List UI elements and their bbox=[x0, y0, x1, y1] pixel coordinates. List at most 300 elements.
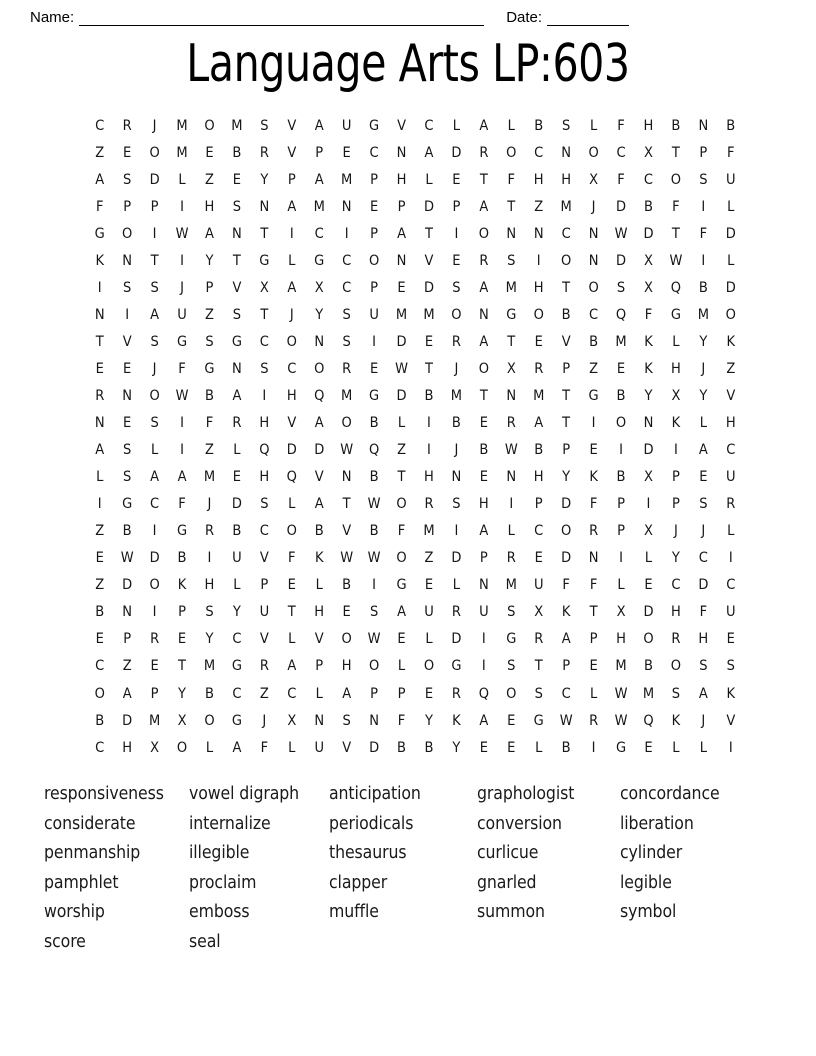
grid-letter[interactable]: D bbox=[451, 144, 462, 161]
grid-letter[interactable]: X bbox=[644, 252, 653, 269]
grid-letter[interactable]: C bbox=[616, 144, 626, 161]
grid-letter[interactable]: X bbox=[314, 279, 324, 296]
grid-letter[interactable]: G bbox=[94, 225, 105, 242]
grid-letter[interactable]: O bbox=[670, 171, 682, 188]
grid-letter[interactable]: B bbox=[561, 739, 571, 756]
grid-letter[interactable]: U bbox=[259, 604, 270, 621]
grid-letter[interactable]: D bbox=[149, 550, 160, 567]
word-list-item[interactable]: concordance bbox=[620, 784, 720, 804]
grid-letter[interactable]: A bbox=[314, 171, 324, 188]
grid-letter[interactable]: S bbox=[260, 360, 269, 377]
grid-letter[interactable]: W bbox=[614, 225, 628, 242]
grid-letter[interactable]: H bbox=[341, 658, 352, 675]
grid-letter[interactable]: E bbox=[369, 360, 379, 377]
grid-letter[interactable]: J bbox=[152, 117, 157, 134]
grid-letter[interactable]: Z bbox=[589, 360, 599, 377]
grid-letter[interactable]: P bbox=[150, 685, 159, 702]
grid-letter[interactable]: B bbox=[95, 712, 105, 729]
grid-letter[interactable]: Y bbox=[699, 387, 708, 404]
grid-letter[interactable]: D bbox=[725, 225, 736, 242]
grid-letter[interactable]: V bbox=[287, 117, 297, 134]
grid-letter[interactable]: I bbox=[427, 442, 431, 459]
grid-letter[interactable]: E bbox=[342, 604, 351, 621]
grid-letter[interactable]: A bbox=[698, 685, 708, 702]
grid-letter[interactable]: O bbox=[396, 496, 407, 513]
grid-letter[interactable]: A bbox=[424, 144, 434, 161]
grid-letter[interactable]: L bbox=[288, 496, 296, 513]
grid-letter[interactable]: H bbox=[286, 387, 297, 404]
grid-letter[interactable]: N bbox=[396, 252, 407, 269]
grid-letter[interactable]: E bbox=[699, 469, 708, 486]
grid-letter[interactable]: L bbox=[727, 198, 735, 215]
grid-letter[interactable]: T bbox=[562, 387, 571, 404]
grid-letter[interactable]: J bbox=[180, 279, 184, 296]
grid-letter[interactable]: O bbox=[341, 415, 352, 432]
grid-letter[interactable]: R bbox=[259, 658, 269, 675]
grid-letter[interactable]: L bbox=[617, 577, 625, 594]
grid-letter[interactable]: R bbox=[204, 523, 214, 540]
grid-letter[interactable]: W bbox=[614, 712, 628, 729]
grid-letter[interactable]: L bbox=[233, 442, 241, 459]
grid-letter[interactable]: S bbox=[123, 171, 132, 188]
grid-letter[interactable]: N bbox=[506, 225, 517, 242]
grid-letter[interactable]: Q bbox=[314, 387, 325, 404]
grid-letter[interactable]: G bbox=[670, 306, 681, 323]
grid-letter[interactable]: X bbox=[644, 523, 653, 540]
grid-letter[interactable]: Q bbox=[286, 469, 297, 486]
grid-letter[interactable]: K bbox=[314, 550, 324, 567]
grid-letter[interactable]: C bbox=[698, 550, 708, 567]
grid-letter[interactable]: I bbox=[180, 415, 184, 432]
grid-letter[interactable]: V bbox=[314, 631, 324, 648]
grid-letter[interactable]: J bbox=[152, 360, 157, 377]
grid-letter[interactable]: K bbox=[561, 604, 571, 621]
grid-letter[interactable]: A bbox=[534, 415, 544, 432]
grid-letter[interactable]: G bbox=[506, 631, 517, 648]
word-search-grid[interactable] bbox=[86, 112, 734, 761]
grid-letter[interactable]: W bbox=[559, 712, 573, 729]
grid-letter[interactable]: I bbox=[125, 306, 130, 323]
grid-letter[interactable]: V bbox=[232, 279, 242, 296]
grid-letter[interactable]: M bbox=[176, 144, 188, 161]
grid-letter[interactable]: I bbox=[619, 550, 623, 567]
grid-letter[interactable]: V bbox=[342, 523, 352, 540]
grid-letter[interactable]: V bbox=[287, 144, 297, 161]
grid-letter[interactable]: B bbox=[314, 523, 324, 540]
grid-letter[interactable]: S bbox=[699, 171, 708, 188]
grid-letter[interactable]: L bbox=[205, 739, 214, 756]
grid-letter[interactable]: X bbox=[259, 279, 269, 296]
grid-letter[interactable]: C bbox=[150, 496, 160, 513]
grid-letter[interactable]: F bbox=[260, 739, 269, 756]
grid-letter[interactable]: C bbox=[726, 577, 736, 594]
grid-letter[interactable]: B bbox=[698, 279, 708, 296]
grid-letter[interactable]: S bbox=[726, 658, 735, 675]
grid-letter[interactable]: C bbox=[534, 523, 544, 540]
grid-letter[interactable]: K bbox=[671, 415, 681, 432]
grid-letter[interactable]: O bbox=[451, 306, 462, 323]
grid-letter[interactable]: R bbox=[259, 144, 269, 161]
grid-letter[interactable]: R bbox=[451, 685, 461, 702]
grid-letter[interactable]: P bbox=[397, 685, 406, 702]
grid-letter[interactable]: C bbox=[561, 225, 571, 242]
grid-letter[interactable]: O bbox=[396, 550, 407, 567]
grid-letter[interactable]: I bbox=[262, 387, 267, 404]
grid-letter[interactable]: A bbox=[561, 631, 571, 648]
grid-letter[interactable]: M bbox=[176, 117, 188, 134]
grid-letter[interactable]: Y bbox=[260, 171, 269, 188]
grid-letter[interactable]: N bbox=[478, 577, 489, 594]
grid-letter[interactable]: H bbox=[561, 171, 572, 188]
grid-letter[interactable]: L bbox=[507, 523, 515, 540]
grid-letter[interactable]: A bbox=[314, 496, 324, 513]
grid-letter[interactable]: R bbox=[451, 333, 461, 350]
grid-letter[interactable]: S bbox=[232, 306, 242, 323]
grid-letter[interactable]: L bbox=[452, 577, 461, 594]
grid-letter[interactable]: N bbox=[533, 225, 544, 242]
grid-letter[interactable]: L bbox=[425, 171, 433, 188]
grid-letter[interactable]: F bbox=[672, 198, 680, 215]
grid-letter[interactable]: T bbox=[507, 198, 516, 215]
grid-letter[interactable]: N bbox=[122, 604, 133, 621]
grid-letter[interactable]: O bbox=[561, 252, 572, 269]
grid-letter[interactable]: T bbox=[342, 496, 351, 513]
grid-letter[interactable]: B bbox=[643, 198, 653, 215]
grid-letter[interactable]: P bbox=[370, 279, 379, 296]
grid-letter[interactable]: Y bbox=[315, 306, 324, 323]
grid-letter[interactable]: H bbox=[670, 360, 681, 377]
grid-letter[interactable]: O bbox=[341, 631, 352, 648]
grid-letter[interactable]: D bbox=[451, 631, 462, 648]
grid-letter[interactable]: G bbox=[176, 333, 188, 350]
grid-letter[interactable]: I bbox=[207, 550, 212, 567]
grid-letter[interactable]: O bbox=[204, 117, 215, 134]
grid-letter[interactable]: G bbox=[615, 739, 627, 756]
grid-letter[interactable]: G bbox=[231, 658, 242, 675]
grid-letter[interactable]: Y bbox=[562, 469, 571, 486]
word-list-item[interactable]: proclaim bbox=[189, 872, 257, 893]
grid-letter[interactable]: E bbox=[507, 739, 516, 756]
grid-letter[interactable]: L bbox=[288, 739, 296, 756]
grid-letter[interactable]: I bbox=[372, 333, 377, 350]
grid-letter[interactable]: M bbox=[505, 279, 517, 296]
grid-letter[interactable]: N bbox=[698, 117, 709, 134]
grid-letter[interactable]: K bbox=[452, 712, 461, 729]
grid-letter[interactable]: I bbox=[454, 225, 459, 242]
grid-letter[interactable]: G bbox=[231, 333, 242, 350]
grid-letter[interactable]: F bbox=[589, 577, 598, 594]
grid-letter[interactable]: G bbox=[451, 658, 462, 675]
grid-letter[interactable]: C bbox=[643, 171, 654, 188]
grid-letter[interactable]: A bbox=[698, 442, 708, 459]
grid-letter[interactable]: Q bbox=[259, 442, 270, 459]
grid-letter[interactable]: O bbox=[725, 306, 736, 323]
grid-letter[interactable]: D bbox=[396, 387, 407, 404]
grid-letter[interactable]: A bbox=[397, 604, 406, 621]
grid-letter[interactable]: T bbox=[424, 225, 433, 242]
grid-letter[interactable]: S bbox=[123, 469, 132, 486]
grid-letter[interactable]: P bbox=[315, 144, 324, 161]
grid-letter[interactable]: H bbox=[533, 171, 544, 188]
grid-letter[interactable]: C bbox=[314, 225, 324, 242]
grid-letter[interactable]: T bbox=[287, 604, 296, 621]
grid-letter[interactable]: H bbox=[259, 415, 270, 432]
grid-letter[interactable]: S bbox=[150, 279, 159, 296]
grid-letter[interactable]: C bbox=[95, 739, 105, 756]
grid-letter[interactable]: A bbox=[177, 469, 187, 486]
grid-letter[interactable]: N bbox=[396, 144, 407, 161]
word-list-item[interactable]: periodicals bbox=[329, 813, 414, 834]
grid-letter[interactable]: B bbox=[451, 415, 461, 432]
grid-letter[interactable]: Z bbox=[424, 550, 434, 567]
grid-letter[interactable]: V bbox=[726, 712, 736, 729]
grid-letter[interactable]: P bbox=[397, 198, 406, 215]
grid-letter[interactable]: I bbox=[289, 225, 294, 242]
grid-letter[interactable]: I bbox=[509, 496, 514, 513]
grid-letter[interactable]: I bbox=[97, 496, 102, 513]
grid-letter[interactable]: T bbox=[232, 252, 241, 269]
grid-letter[interactable]: N bbox=[588, 252, 599, 269]
grid-letter[interactable]: J bbox=[454, 360, 459, 377]
grid-letter[interactable]: B bbox=[643, 658, 653, 675]
grid-letter[interactable]: T bbox=[479, 171, 488, 188]
grid-letter[interactable]: B bbox=[616, 387, 626, 404]
grid-letter[interactable]: C bbox=[726, 442, 736, 459]
grid-letter[interactable]: S bbox=[507, 604, 516, 621]
grid-letter[interactable]: L bbox=[288, 252, 296, 269]
grid-letter[interactable]: C bbox=[287, 360, 297, 377]
word-list-item[interactable]: thesaurus bbox=[329, 843, 407, 864]
grid-letter[interactable]: K bbox=[644, 333, 653, 350]
grid-letter[interactable]: C bbox=[232, 631, 242, 648]
grid-letter[interactable]: E bbox=[397, 279, 406, 296]
grid-letter[interactable]: K bbox=[644, 360, 653, 377]
grid-letter[interactable]: C bbox=[342, 252, 352, 269]
grid-letter[interactable]: L bbox=[589, 117, 598, 134]
grid-letter[interactable]: E bbox=[452, 252, 461, 269]
grid-letter[interactable]: V bbox=[561, 333, 571, 350]
grid-letter[interactable]: C bbox=[95, 117, 105, 134]
grid-letter[interactable]: T bbox=[397, 469, 406, 486]
grid-letter[interactable]: Y bbox=[644, 387, 653, 404]
grid-letter[interactable]: A bbox=[150, 469, 160, 486]
grid-letter[interactable]: W bbox=[669, 252, 683, 269]
grid-letter[interactable]: X bbox=[177, 712, 187, 729]
grid-letter[interactable]: H bbox=[670, 604, 681, 621]
grid-letter[interactable]: A bbox=[342, 685, 352, 702]
grid-letter[interactable]: I bbox=[180, 198, 184, 215]
grid-letter[interactable]: V bbox=[424, 252, 434, 269]
grid-letter[interactable]: O bbox=[122, 225, 133, 242]
grid-letter[interactable]: D bbox=[369, 739, 380, 756]
grid-letter[interactable]: M bbox=[395, 306, 408, 323]
grid-letter[interactable]: D bbox=[725, 279, 736, 296]
grid-letter[interactable]: G bbox=[369, 117, 380, 134]
grid-letter[interactable]: Y bbox=[699, 333, 708, 350]
grid-letter[interactable]: P bbox=[617, 523, 625, 540]
grid-letter[interactable]: W bbox=[395, 360, 408, 377]
grid-letter[interactable]: C bbox=[534, 144, 544, 161]
grid-letter[interactable]: J bbox=[262, 712, 267, 729]
grid-letter[interactable]: R bbox=[671, 631, 681, 648]
grid-letter[interactable]: O bbox=[478, 360, 489, 377]
grid-letter[interactable]: U bbox=[726, 171, 736, 188]
grid-letter[interactable]: Q bbox=[478, 685, 489, 702]
grid-letter[interactable]: E bbox=[150, 658, 159, 675]
grid-letter[interactable]: H bbox=[204, 577, 215, 594]
grid-letter[interactable]: B bbox=[177, 550, 187, 567]
grid-letter[interactable]: S bbox=[507, 252, 516, 269]
grid-letter[interactable]: S bbox=[699, 496, 708, 513]
grid-letter[interactable]: U bbox=[341, 117, 352, 134]
grid-letter[interactable]: F bbox=[562, 577, 570, 594]
grid-letter[interactable]: K bbox=[726, 333, 736, 350]
grid-letter[interactable]: W bbox=[340, 442, 354, 459]
grid-letter[interactable]: A bbox=[479, 333, 489, 350]
grid-letter[interactable]: S bbox=[534, 685, 543, 702]
grid-letter[interactable]: H bbox=[314, 604, 325, 621]
grid-letter[interactable]: X bbox=[644, 469, 653, 486]
grid-letter[interactable]: R bbox=[95, 387, 105, 404]
grid-letter[interactable]: H bbox=[478, 496, 489, 513]
grid-letter[interactable]: P bbox=[123, 631, 132, 648]
grid-letter[interactable]: F bbox=[397, 523, 406, 540]
grid-letter[interactable]: G bbox=[231, 712, 242, 729]
grid-letter[interactable]: O bbox=[643, 631, 654, 648]
grid-letter[interactable]: N bbox=[94, 306, 105, 323]
grid-letter[interactable]: O bbox=[149, 577, 160, 594]
grid-letter[interactable]: Q bbox=[615, 306, 627, 323]
grid-letter[interactable]: B bbox=[589, 333, 599, 350]
grid-letter[interactable]: F bbox=[178, 360, 186, 377]
grid-letter[interactable]: D bbox=[643, 225, 654, 242]
grid-letter[interactable]: Q bbox=[670, 279, 682, 296]
word-list-item[interactable]: gnarled bbox=[477, 872, 537, 893]
grid-letter[interactable]: M bbox=[450, 387, 463, 404]
grid-letter[interactable]: J bbox=[701, 523, 706, 540]
grid-letter[interactable]: S bbox=[123, 279, 132, 296]
grid-letter[interactable]: O bbox=[615, 415, 627, 432]
grid-letter[interactable]: B bbox=[204, 685, 214, 702]
grid-letter[interactable]: D bbox=[122, 712, 133, 729]
grid-letter[interactable]: E bbox=[397, 631, 406, 648]
grid-letter[interactable]: J bbox=[207, 496, 212, 513]
grid-letter[interactable]: R bbox=[726, 496, 736, 513]
grid-letter[interactable]: T bbox=[95, 333, 104, 350]
grid-letter[interactable]: V bbox=[342, 739, 352, 756]
grid-letter[interactable]: M bbox=[203, 469, 216, 486]
grid-letter[interactable]: L bbox=[150, 442, 159, 459]
grid-letter[interactable]: L bbox=[397, 415, 406, 432]
grid-letter[interactable]: E bbox=[205, 144, 214, 161]
grid-letter[interactable]: I bbox=[344, 225, 349, 242]
grid-letter[interactable]: Y bbox=[205, 252, 214, 269]
word-list-item[interactable]: emboss bbox=[189, 902, 250, 923]
grid-letter[interactable]: O bbox=[561, 523, 572, 540]
grid-letter[interactable]: I bbox=[591, 739, 596, 756]
grid-letter[interactable]: I bbox=[454, 523, 459, 540]
grid-letter[interactable]: L bbox=[644, 550, 653, 567]
grid-letter[interactable]: F bbox=[699, 225, 708, 242]
grid-letter[interactable]: P bbox=[671, 496, 680, 513]
grid-letter[interactable]: D bbox=[561, 550, 572, 567]
grid-letter[interactable]: A bbox=[397, 225, 406, 242]
word-list-item[interactable]: considerate bbox=[44, 813, 136, 834]
grid-letter[interactable]: B bbox=[424, 739, 434, 756]
grid-letter[interactable]: E bbox=[95, 631, 104, 648]
grid-letter[interactable]: M bbox=[505, 577, 517, 594]
grid-letter[interactable]: E bbox=[507, 712, 516, 729]
grid-letter[interactable]: S bbox=[616, 279, 626, 296]
grid-letter[interactable]: S bbox=[452, 279, 461, 296]
word-list-item[interactable]: graphologist bbox=[477, 784, 575, 804]
word-list-item[interactable]: summon bbox=[477, 902, 545, 923]
grid-letter[interactable]: Z bbox=[205, 442, 214, 459]
grid-letter[interactable]: B bbox=[369, 415, 379, 432]
grid-letter[interactable]: D bbox=[698, 577, 709, 594]
grid-letter[interactable]: P bbox=[562, 442, 571, 459]
grid-letter[interactable]: R bbox=[424, 496, 434, 513]
grid-letter[interactable]: I bbox=[673, 442, 678, 459]
grid-letter[interactable]: G bbox=[588, 387, 599, 404]
grid-letter[interactable]: B bbox=[122, 523, 132, 540]
grid-letter[interactable]: F bbox=[397, 712, 406, 729]
grid-letter[interactable]: T bbox=[534, 658, 543, 675]
word-list-item[interactable]: seal bbox=[189, 931, 221, 952]
grid-letter[interactable]: H bbox=[259, 469, 270, 486]
grid-letter[interactable]: F bbox=[95, 198, 104, 215]
grid-letter[interactable]: A bbox=[205, 225, 214, 242]
grid-letter[interactable]: L bbox=[315, 685, 323, 702]
grid-letter[interactable]: D bbox=[643, 442, 654, 459]
grid-letter[interactable]: M bbox=[423, 523, 435, 540]
grid-letter[interactable]: I bbox=[701, 252, 706, 269]
grid-letter[interactable]: O bbox=[286, 523, 297, 540]
grid-letter[interactable]: N bbox=[643, 415, 654, 432]
grid-letter[interactable]: E bbox=[424, 333, 434, 350]
grid-letter[interactable]: E bbox=[479, 469, 488, 486]
grid-letter[interactable]: M bbox=[341, 387, 353, 404]
word-list-item[interactable]: muffle bbox=[329, 902, 379, 923]
grid-letter[interactable]: M bbox=[313, 198, 325, 215]
grid-letter[interactable]: L bbox=[727, 523, 735, 540]
grid-letter[interactable]: Y bbox=[205, 631, 214, 648]
grid-letter[interactable]: R bbox=[506, 415, 516, 432]
word-list-item[interactable]: liberation bbox=[620, 813, 694, 834]
grid-letter[interactable]: D bbox=[561, 496, 572, 513]
grid-letter[interactable]: B bbox=[534, 442, 544, 459]
grid-letter[interactable]: A bbox=[287, 658, 297, 675]
grid-letter[interactable]: P bbox=[370, 171, 379, 188]
grid-letter[interactable]: N bbox=[259, 198, 270, 215]
grid-letter[interactable]: K bbox=[726, 685, 736, 702]
grid-letter[interactable]: K bbox=[589, 469, 598, 486]
grid-letter[interactable]: A bbox=[479, 279, 489, 296]
date-write-line[interactable] bbox=[547, 11, 629, 26]
grid-letter[interactable]: W bbox=[367, 631, 381, 648]
grid-letter[interactable]: B bbox=[671, 117, 681, 134]
grid-letter[interactable]: Z bbox=[259, 685, 269, 702]
grid-letter[interactable]: O bbox=[506, 144, 517, 161]
grid-letter[interactable]: A bbox=[122, 685, 132, 702]
grid-letter[interactable]: N bbox=[588, 550, 599, 567]
grid-letter[interactable]: V bbox=[259, 631, 269, 648]
word-list-item[interactable]: vowel digraph bbox=[189, 784, 300, 804]
grid-letter[interactable]: E bbox=[589, 442, 598, 459]
grid-letter[interactable]: Z bbox=[726, 360, 736, 377]
grid-letter[interactable]: M bbox=[203, 658, 216, 675]
grid-letter[interactable]: P bbox=[671, 469, 680, 486]
